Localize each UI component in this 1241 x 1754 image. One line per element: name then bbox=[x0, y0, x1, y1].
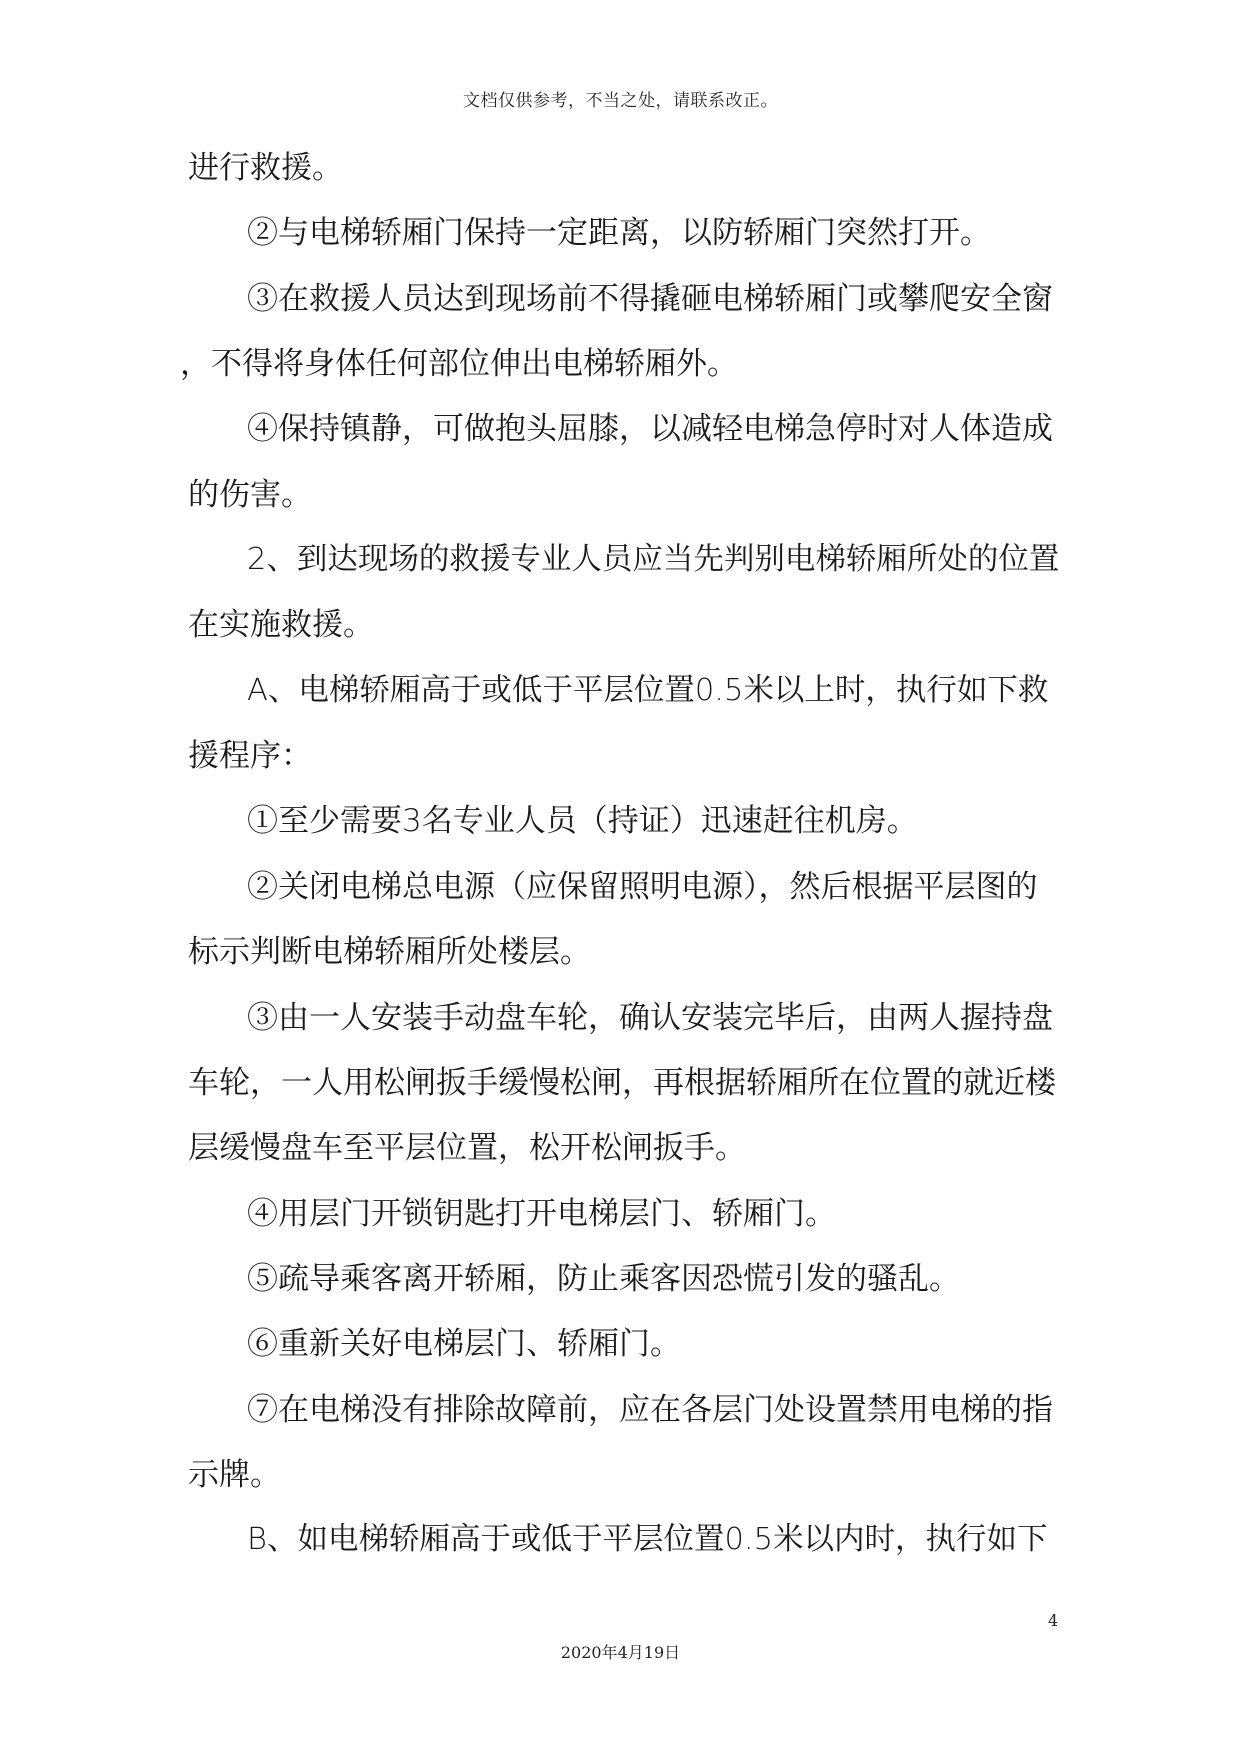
body-line: ①至少需要3名专业人员（持证）迅速赶往机房。 bbox=[247, 803, 918, 839]
body-line: ④保持镇静，可做抱头屈膝，以减轻电梯急停时对人体造成 bbox=[247, 411, 1053, 447]
body-line: 援程序： bbox=[188, 738, 312, 774]
body-line: ⑥重新关好电梯层门、轿厢门。 bbox=[247, 1326, 681, 1362]
body-line: 层缓慢盘车至平层位置，松开松闸扳手。 bbox=[188, 1130, 746, 1166]
body-line: ②与电梯轿厢门保持一定距离，以防轿厢门突然打开。 bbox=[247, 215, 991, 251]
body-line: 标示判断电梯轿厢所处楼层。 bbox=[188, 934, 591, 970]
body-line: 车轮，一人用松闸扳手缓慢松闸，再根据轿厢所在位置的就近楼 bbox=[188, 1065, 1056, 1101]
body-line: 的伤害。 bbox=[188, 477, 312, 513]
body-line: 示牌。 bbox=[188, 1457, 281, 1493]
body-line: ④用层门开锁钥匙打开电梯层门、轿厢门。 bbox=[247, 1196, 836, 1232]
header-note: 文档仅供参考，不当之处，请联系改正。 bbox=[463, 91, 778, 111]
body-line: 2、到达现场的救援专业人员应当先判别电梯轿厢所处的位置 bbox=[247, 542, 1060, 577]
body-line: 进行救援。 bbox=[188, 150, 343, 186]
body-line: ③由一人安装手动盘车轮，确认安装完毕后，由两人握持盘 bbox=[247, 1000, 1053, 1036]
page-number: 4 bbox=[1048, 1611, 1059, 1630]
body-line: ③在救援人员达到现场前不得撬砸电梯轿厢门或攀爬安全窗 bbox=[247, 281, 1053, 317]
body-line: ⑦在电梯没有排除故障前，应在各层门处设置禁用电梯的指 bbox=[247, 1392, 1053, 1428]
body-line: 在实施救援。 bbox=[188, 607, 374, 643]
body-line: ，不得将身体任何部位伸出电梯轿厢外。 bbox=[180, 346, 738, 382]
body-line: ②关闭电梯总电源（应保留照明电源），然后根据平层图的 bbox=[247, 869, 1038, 905]
body-line: ⑤疏导乘客离开轿厢，防止乘客因恐慌引发的骚乱。 bbox=[247, 1261, 960, 1297]
footer-date: 2020年4月19日 bbox=[560, 1643, 681, 1662]
body-line: B、如电梯轿厢高于或低于平层位置0.5米以内时，执行如下 bbox=[247, 1522, 1048, 1557]
body-line: A、电梯轿厢高于或低于平层位置0.5米以上时，执行如下救 bbox=[247, 673, 1049, 708]
